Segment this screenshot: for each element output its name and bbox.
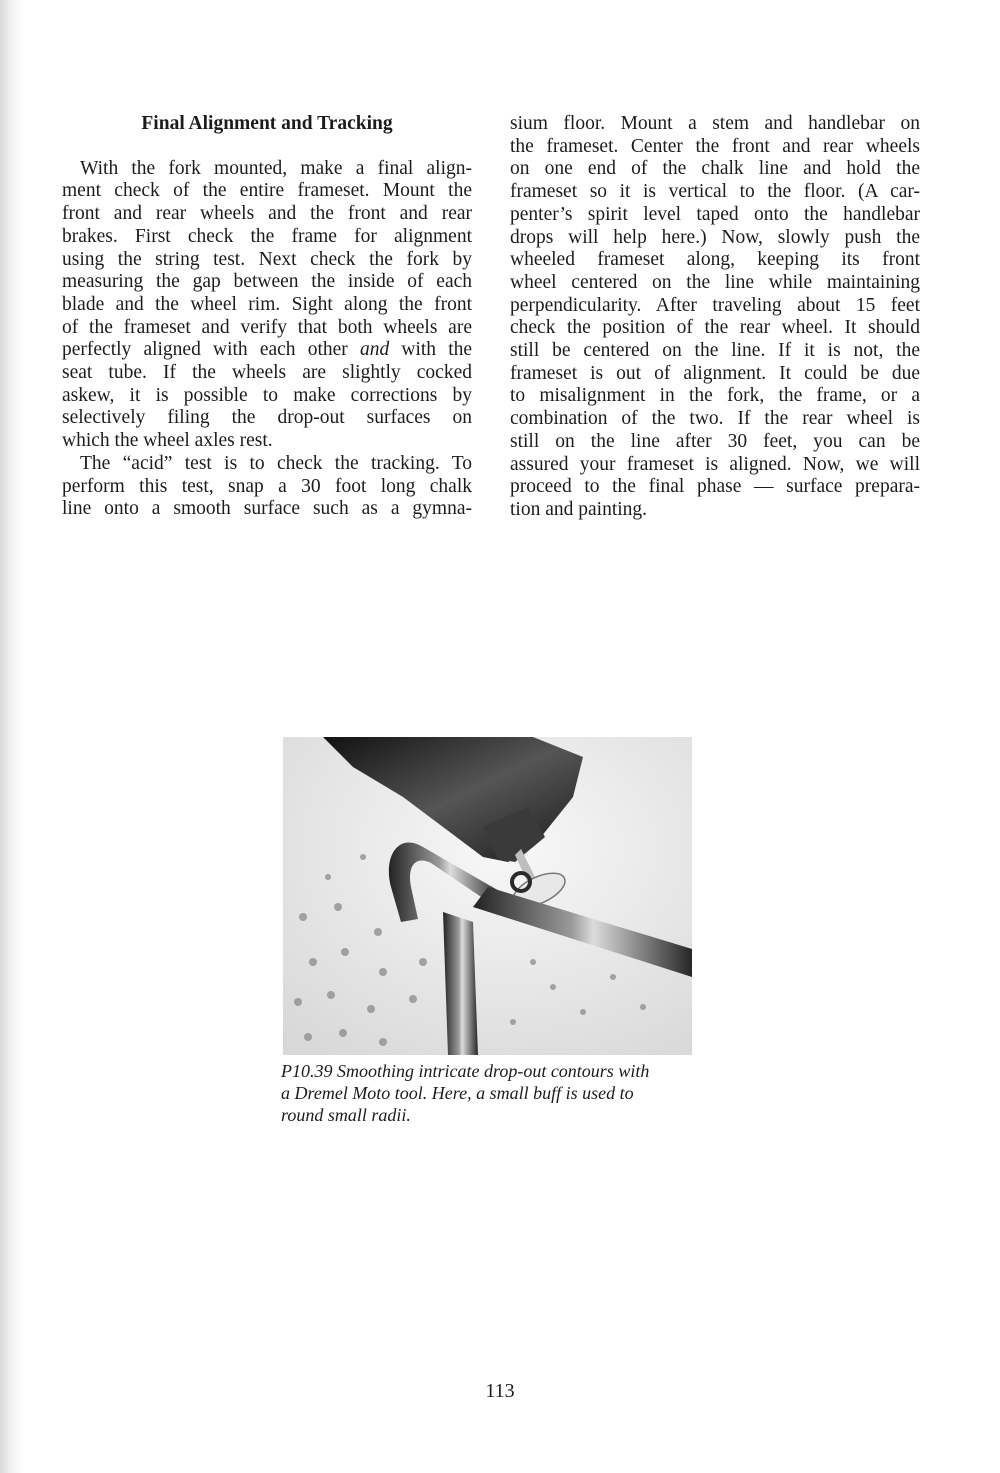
paragraph-fork-alignment bbox=[62, 158, 472, 453]
text-line: frameset is out of alignment. It could be due bbox=[510, 362, 920, 384]
text-line: blade and the wheel rim. Sight along the front bbox=[62, 293, 472, 315]
text-line: ment check of the entire frameset. Mount the bbox=[62, 180, 472, 202]
text-line: brakes. First check the frame for alignment bbox=[62, 225, 472, 247]
text-line: askew, it is possible to make corrections by bbox=[62, 384, 472, 406]
text-line: perform this test, snap a 30 foot long chalk bbox=[62, 475, 472, 497]
caption-line: round small radii. bbox=[281, 1105, 411, 1125]
text-line: assured your frameset is aligned. Now, we will bbox=[510, 453, 920, 475]
paragraph-tracking-test bbox=[510, 113, 920, 522]
text-segment: perfectly aligned with each other bbox=[62, 339, 348, 361]
text-line: measuring the gap between the inside of each bbox=[62, 271, 472, 293]
text-line: the frameset. Center the front and rear wheels bbox=[510, 135, 920, 157]
caption-line: a Dremel Moto tool. Here, a small buff is used to bbox=[281, 1083, 634, 1103]
page-number: 113 bbox=[485, 1380, 515, 1402]
text-line: check the position of the rear wheel. It should bbox=[510, 317, 920, 339]
text-line: tion and painting. bbox=[510, 498, 648, 520]
text-line: which the wheel axles rest. bbox=[62, 430, 273, 452]
caption-line: P10.39 Smoothing intricate drop-out contours with bbox=[281, 1061, 650, 1081]
seat-stay-tube bbox=[443, 912, 478, 1055]
right-column bbox=[510, 113, 920, 522]
text-segment: with the bbox=[401, 339, 473, 361]
text-line: penter’s spirit level taped onto the handlebar bbox=[510, 203, 920, 225]
text-line: to misalignment in the fork, the frame, or a bbox=[510, 385, 920, 407]
text-line: wheel centered on the line while maintaining bbox=[510, 271, 920, 293]
text-line: drops will help here.) Now, slowly push the bbox=[510, 226, 920, 248]
text-line: wheeled frameset along, keeping its front bbox=[510, 249, 920, 271]
text-line: of the frameset and verify that both wheels are bbox=[62, 316, 472, 338]
figure-photo-dremel-dropout bbox=[283, 737, 692, 1055]
dremel-dropout-illustration bbox=[283, 737, 692, 1055]
section-heading: Final Alignment and Tracking bbox=[141, 113, 393, 134]
text-line: still on the line after 30 feet, you can be bbox=[510, 430, 920, 452]
text-line: using the string test. Next check the fork by bbox=[62, 248, 472, 270]
paragraph-acid-test bbox=[62, 453, 472, 521]
emphasized-word: and bbox=[359, 339, 390, 361]
text-line: The “acid” test is to check the tracking. To bbox=[80, 452, 472, 474]
text-line: on one end of the chalk line and hold the bbox=[510, 158, 920, 180]
text-line: combination of the two. If the rear wheel is bbox=[510, 408, 920, 430]
text-line: proceed to the final phase — surface prepara- bbox=[510, 476, 920, 498]
text-line: perpendicularity. After traveling about 15 feet bbox=[510, 294, 920, 316]
text-line-with-emphasis bbox=[62, 339, 472, 362]
text-line: selectively filing the drop-out surfaces on bbox=[62, 407, 472, 429]
text-line: front and rear wheels and the front and rear bbox=[62, 203, 472, 225]
figure-caption bbox=[281, 1060, 701, 1126]
text-line: frameset so it is vertical to the floor. (A car- bbox=[510, 181, 920, 203]
text-line: With the fork mounted, make a final align- bbox=[80, 157, 472, 179]
text-line: line onto a smooth surface such as a gymna- bbox=[62, 498, 472, 520]
left-column bbox=[62, 113, 472, 521]
text-line: seat tube. If the wheels are slightly cocked bbox=[62, 362, 472, 384]
page-binding-shadow bbox=[0, 0, 24, 1473]
text-line: sium floor. Mount a stem and handlebar on bbox=[510, 113, 920, 134]
text-line: still be centered on the line. If it is not, the bbox=[510, 340, 920, 362]
